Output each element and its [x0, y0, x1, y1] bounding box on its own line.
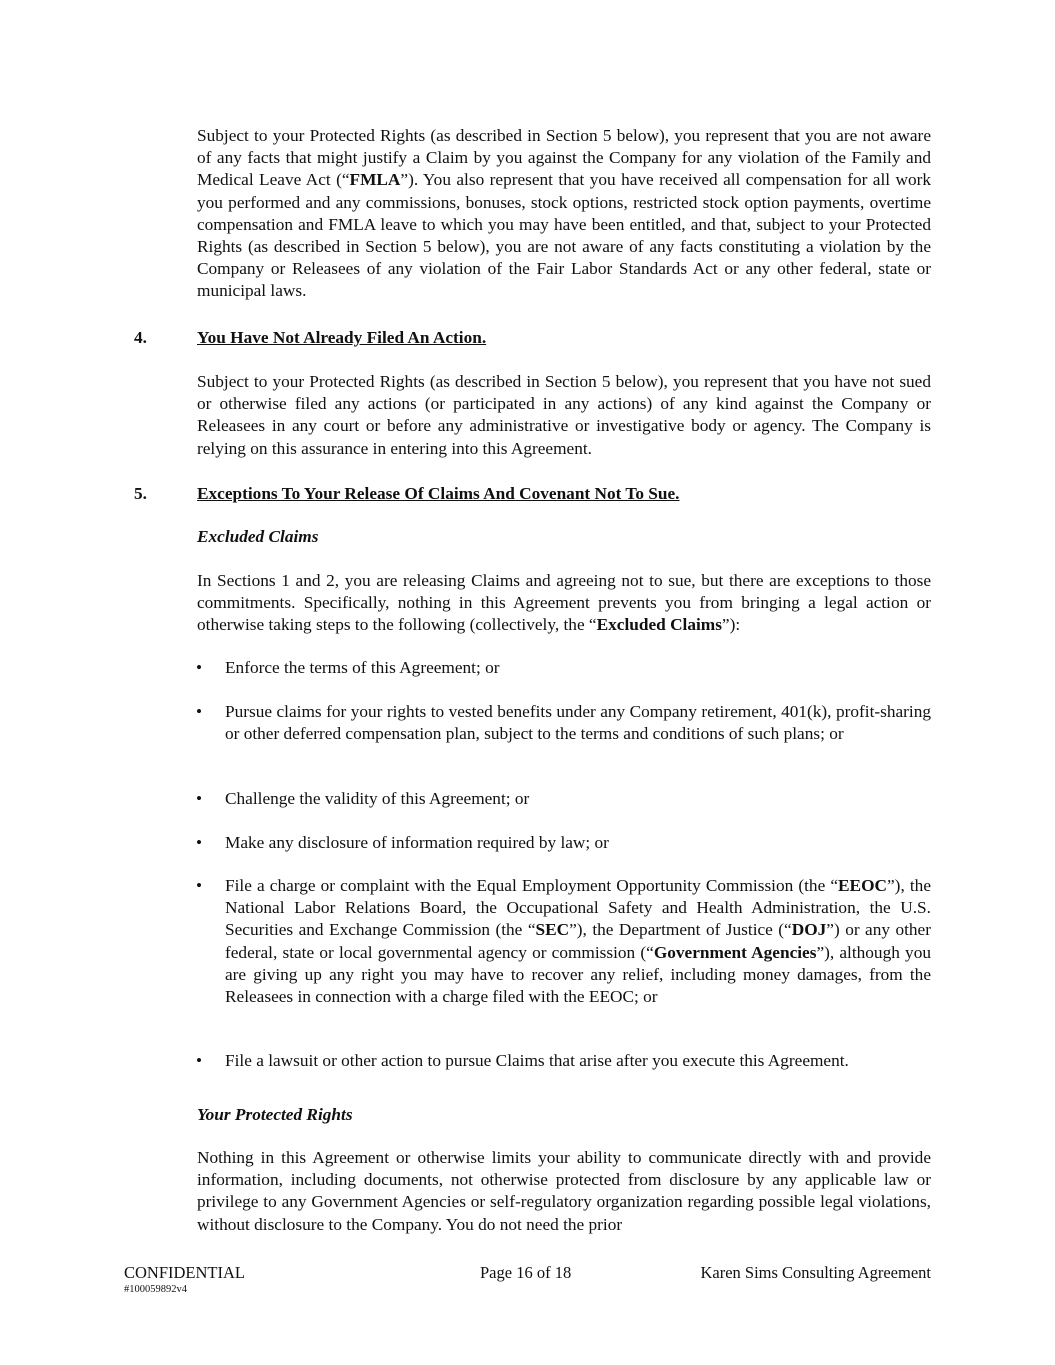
- bullet-icon: •: [196, 789, 203, 808]
- defined-term: Government Agencies: [653, 942, 817, 962]
- list-item-text: File a lawsuit or other action to pursue Claims that arise after you execute this Agreement.: [225, 1051, 849, 1070]
- section-3-body: [197, 125, 931, 303]
- excluded-claims-heading: Excluded Claims: [197, 527, 319, 546]
- excluded-claims-intro: [197, 570, 931, 637]
- defined-term: DOJ: [791, 920, 827, 940]
- list-item-text: Challenge the validity of this Agreement; or: [225, 789, 530, 808]
- protected-rights-body: Nothing in this Agreement or otherwise limits your ability to communicate directly with and provide information, including documents, not otherwise protected from disclosure by any applicable law or privilege to any Government Agencies or self-regulatory organization regarding possible legal violations, without disclosure to the Company. You do not need the prior: [197, 1148, 931, 1234]
- body-text: File a charge or complaint with the Equal Employment Opportunity Commission (the “: [225, 876, 839, 895]
- footer-document-id: #100059892v4: [124, 1284, 187, 1295]
- defined-term: SEC: [535, 920, 570, 940]
- section-title: Exceptions To Your Release Of Claims And Covenant Not To Sue.: [197, 484, 680, 503]
- bullet-icon: •: [196, 658, 203, 677]
- body-text: Subject to your Protected Rights (as described in Section 5 below), you represent that you are not aware of any facts that might justify a Claim by you against the Company for any violation of the Family and Medical Leave Act (“: [197, 126, 931, 190]
- list-item-text: Make any disclosure of information required by law; or: [225, 833, 609, 852]
- defined-term: FMLA: [349, 170, 401, 190]
- list-item-text: Pursue claims for your rights to vested benefits under any Company retirement, 401(k), profit-sharing or other deferred compensation plan, subject to the terms and conditions of such plans; or: [225, 702, 931, 744]
- footer-document-title: Karen Sims Consulting Agreement: [700, 1263, 931, 1282]
- list-item-text: [225, 875, 931, 1008]
- protected-rights-heading: Your Protected Rights: [197, 1105, 353, 1124]
- section-number: 4.: [134, 328, 147, 347]
- bullet-icon: •: [196, 702, 203, 721]
- bullet-icon: •: [196, 833, 203, 852]
- body-text: ”). You also represent that you have received all compensation for all work you performed and any commissions, bonuses, stock options, restricted stock option payments, overtime compensation and FMLA leave to which you may have been entitled, and that, subject to your Protected Rights (as described in Section 5 below), you are not aware of any facts constituting a violation by the Company or Releasees of any violation of the Fair Labor Standards Act or any other federal, state or municipal laws.: [197, 170, 931, 301]
- body-text: ”), the National Labor Relations Board, the Occupational Safety and Health Administration, the U.S. Securities and Exchange Commission (the “: [225, 876, 931, 940]
- bullet-icon: •: [196, 876, 203, 895]
- body-text: ”) or any other federal, state or local governmental agency or commission (“: [225, 920, 931, 962]
- section-title: You Have Not Already Filed An Action.: [197, 328, 487, 347]
- body-text: ”), although you are giving up any right you may have to recover any relief, including money damages, from the Releasees in connection with a charge filed with the EEOC; or: [225, 942, 931, 1007]
- bullet-icon: •: [196, 1051, 203, 1070]
- body-text: In Sections 1 and 2, you are releasing Claims and agreeing not to sue, but there are exceptions to those commitments. Specifically, nothing in this Agreement prevents you from bringing a legal action or otherwise taking steps to the following (collectively, the “: [197, 571, 931, 635]
- section-number: 5.: [134, 484, 147, 503]
- section-4-body: Subject to your Protected Rights (as described in Section 5 below), you represent that you have not sued or otherwise filed any actions (or participated in any actions) of any kind against the Company or Releasees in any court or before any administrative or investigative body or agency. The Company is relying on this assurance in entering into this Agreement.: [197, 372, 931, 458]
- defined-term: Excluded Claims: [596, 615, 722, 635]
- defined-term: EEOC: [838, 876, 888, 895]
- list-item-text: Enforce the terms of this Agreement; or: [225, 658, 500, 677]
- body-text: ”):: [721, 615, 741, 635]
- footer-confidential: CONFIDENTIAL: [124, 1263, 245, 1282]
- body-text: ”), the Department of Justice (“: [569, 920, 792, 940]
- footer-page-number: Page 16 of 18: [480, 1263, 572, 1282]
